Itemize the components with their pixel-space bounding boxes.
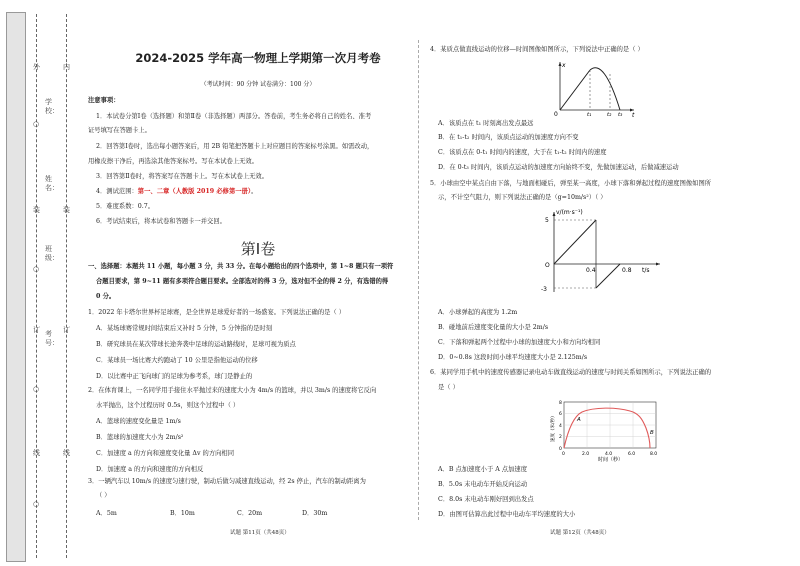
q1-option: C．某球员一场比赛大约跑动了 10 公里是指他运动的位移 (96, 357, 258, 364)
notice-line: 1．本试卷分第Ⅰ卷（选择题）和第Ⅱ卷（非选择题）两部分。答卷前，考生务必将自己的姓名、准考 (96, 113, 372, 120)
q6-ytick: 6 (559, 412, 562, 417)
q5-option: C．下落和弹起两个过程中小球的加速度大小和方向均相同 (438, 339, 601, 346)
q6-option: C．8.0s 末电动车刚好回到出发点 (438, 496, 534, 503)
q4-option: D．在 0-t₃ 时间内，该质点运动的加速度方向始终不变，先做加速运动，后做减速运动 (438, 164, 679, 171)
cut-char: 装 (33, 206, 40, 214)
notice-scope-prefix: 4．测试范围： (96, 188, 138, 195)
cut-char: 装 (63, 206, 70, 214)
part-heading: 合题目要求，第 9~11 题有多项符合题目要求。全部选对的得 3 分，选对但不全的得 2 分，有选错的得 (96, 278, 389, 285)
q6-label-speed: 速度（米/秒） (551, 413, 556, 442)
q6-option: B．5.0s 末电动车开始反向运动 (438, 481, 528, 488)
circle-mark: ○ (33, 120, 40, 128)
part-heading: 0 分。 (96, 293, 116, 300)
q4-label-origin: 0 (554, 111, 558, 118)
q6-point-b: B (650, 430, 654, 436)
notice-scope-range: 第一、二章（人教版 2019 必修第一册） (137, 188, 252, 195)
q1-stem: 1．2022 年卡塔尔世界杯足球赛，是全世界足球爱好者的一场盛宴。下列说法正确的是（ ） (88, 309, 346, 316)
cut-char: 外 (33, 63, 40, 71)
exam-meta: （考试时间：90 分钟 试卷满分：100 分） (200, 81, 316, 88)
q4-option: A．该质点在 t₁ 时刻离出发点最远 (438, 120, 534, 127)
notice-title: 注意事项： (88, 97, 120, 104)
q5-label-5: 5 (545, 217, 549, 224)
q4-label-t1: t₁ (587, 112, 592, 118)
notice-line: 用橡皮擦干净后，再选涂其他答案标号。写在本试卷上无效。 (88, 158, 259, 165)
q6-xtick: 0 (562, 452, 565, 457)
notice-line: 6．考试结束后，将本试卷和答题卡一并交回。 (96, 218, 226, 225)
q2-stem: 水平抛出，这个过程历时 0.5s，则这个过程中（ ） (96, 402, 240, 409)
q1-option: B．研究球员在某次带球长途奔袭中足球的运动路线时，足球可视为质点 (96, 341, 296, 348)
notice-scope (96, 188, 257, 196)
q1-option: A．某场球赛常规时间结束后又补时 5 分钟，5 分钟指的是时刻 (96, 325, 272, 332)
q5-label-v: v/(m·s⁻¹) (556, 209, 583, 216)
q4-label-t2: t₂ (607, 112, 612, 118)
circle-mark: ○ (33, 500, 40, 508)
inner-cut-line (66, 14, 67, 558)
q5-vt-graph (536, 206, 666, 296)
q4-label-x: x (562, 62, 566, 69)
q5-stem: 示，不计空气阻力，则下列说法正确的是（g=10m/s²）（ ） (438, 194, 607, 201)
cut-char: 订 (33, 326, 40, 334)
outer-cut-line (36, 14, 37, 558)
q4-curve-segment (590, 68, 620, 110)
q6-xtick: 8.0 (650, 452, 658, 457)
cut-char: 线 (63, 449, 70, 457)
q4-option: B．在 t₁-t₂ 时间内，该质点运动的加速度方向不变 (438, 134, 579, 141)
q5-stem: 5．小球由空中某点自由下落，与地面相碰后，弹至某一高度，小球下落和弹起过程的速度图像如图所 (430, 180, 712, 187)
binding-gray-bar (6, 12, 26, 562)
q6-ytick: 2 (559, 435, 562, 440)
q2-option: D．加速度 a 的方向和速度的方向相反 (96, 466, 204, 473)
q5-label-08: 0.8 (622, 267, 632, 274)
binding-strip (0, 0, 74, 566)
examno-field-label: 考号： (45, 330, 59, 347)
q3-stem: 3．一辆汽车以 10m/s 的速度匀速行驶，制动后做匀减速直线运动，经 2s 停止，汽车的制动距离为 (88, 478, 366, 485)
q5-fall-line (554, 220, 596, 264)
notice-line: 5．难度系数：0.7。 (96, 203, 155, 210)
cut-char: 内 (63, 63, 70, 71)
q5-label-origin: O (545, 262, 550, 269)
cut-char: 线 (33, 449, 40, 457)
q1-option: D．以比赛中正飞向球门的足球为参考系，球门是静止的 (96, 373, 253, 380)
circle-mark: ○ (33, 385, 40, 393)
notice-line: 证号填写在答题卡上。 (88, 127, 151, 134)
q6-xtick: 4.0 (605, 452, 613, 457)
school-field-label: 学校： (45, 98, 59, 115)
q2-stem: 2．在体育课上，一名同学用手接住水平抛过来的速度大小为 4m/s 的篮球，并以 3m/s 的速度将它反向 (88, 387, 377, 394)
q4-stem: 4．某质点做直线运动的位移—时间图像如图所示，下列说法中正确的是（ ） (430, 46, 644, 53)
q6-point-a: A (577, 417, 581, 423)
q3-option: A．5m (96, 510, 117, 517)
q3-option: B．10m (170, 510, 195, 517)
q6-label-time: 时间（秒） (598, 457, 624, 463)
q3-option: C．20m (237, 510, 263, 517)
q6-option: D．由图可估算出此过程中电动车平均速度的大小 (438, 511, 576, 518)
q4-label-t: t (632, 112, 635, 119)
q6-ytick: 8 (559, 401, 562, 406)
part-heading: 一、选择题：本题共 11 小题，每小题 3 分，共 33 分。在每小题给出的四个选项中，第 1~8 题只有一项符 (88, 263, 394, 270)
q6-stem: 6．某同学用手机中的速度传感器记录电动车做直线运动的速度与时间关系如图所示，下列说法正确的 (430, 369, 712, 376)
q3-stem: （ ） (96, 492, 111, 499)
q6-xtick: 2.0 (582, 452, 590, 457)
q4-line-segment (560, 70, 590, 110)
q6-ytick: 0 (559, 447, 562, 452)
q5-label-t: t/s (642, 267, 650, 274)
notice-line: 2．回答第Ⅰ卷时，选出每小题答案后，用 2B 铅笔把答题卡上对应题目的答案标号涂黑。如需改动， (96, 143, 374, 150)
q2-option: A．篮球的速度变化量是 1m/s (96, 418, 181, 425)
q5-option: A．小球弹起的高度为 1.2m (438, 309, 518, 316)
notice-line: 3．回答第Ⅱ卷时，将答案写在答题卡上。写在本试卷上无效。 (96, 173, 269, 180)
q3-option: D．30m (302, 510, 328, 517)
q5-t-arrow (656, 263, 660, 266)
cut-char: 订 (63, 326, 70, 334)
q6-stem: 是（ ） (438, 384, 459, 391)
q5-label-neg3: -3 (541, 286, 547, 293)
name-field-label: 姓名： (45, 175, 59, 192)
q6-xtick: 6.0 (628, 452, 636, 457)
q4-option: C．该质点在 0-t₁ 时间内的速度，大于在 t₁-t₂ 时间内的速度 (438, 149, 607, 156)
q6-vt-graph (546, 396, 664, 462)
circle-mark: ○ (33, 265, 40, 273)
q4-label-t3: t₃ (618, 112, 623, 118)
footer-page-right: 试题 第12页（共48页） (550, 530, 610, 536)
q5-label-04: 0.4 (586, 267, 596, 274)
notice-scope-suffix: 。 (251, 188, 258, 195)
section-title: 第Ⅰ卷 (240, 240, 276, 258)
q5-option: B．碰地前后速度变化量的大小是 2m/s (438, 324, 549, 331)
q6-ytick: 4 (559, 424, 562, 429)
q6-option: A．B 点加速度小于 A 点加速度 (438, 466, 527, 473)
q5-rise-line (596, 264, 620, 288)
exam-title: 2024-2025 学年高一物理上学期第一次月考卷 (135, 51, 381, 65)
q2-option: B．篮球的加速度大小为 2m/s² (96, 434, 184, 441)
footer-page-left: 试题 第11页（共48页） (230, 530, 290, 536)
q5-option: D．0~0.8s 这段时间小球平均速度大小是 2.125m/s (438, 354, 588, 361)
q4-xt-graph (548, 58, 638, 119)
column-divider (418, 40, 419, 520)
q2-option: C．加速度 a 的方向和速度变化量 Δv 的方向相同 (96, 450, 235, 457)
class-field-label: 班级： (45, 245, 59, 262)
